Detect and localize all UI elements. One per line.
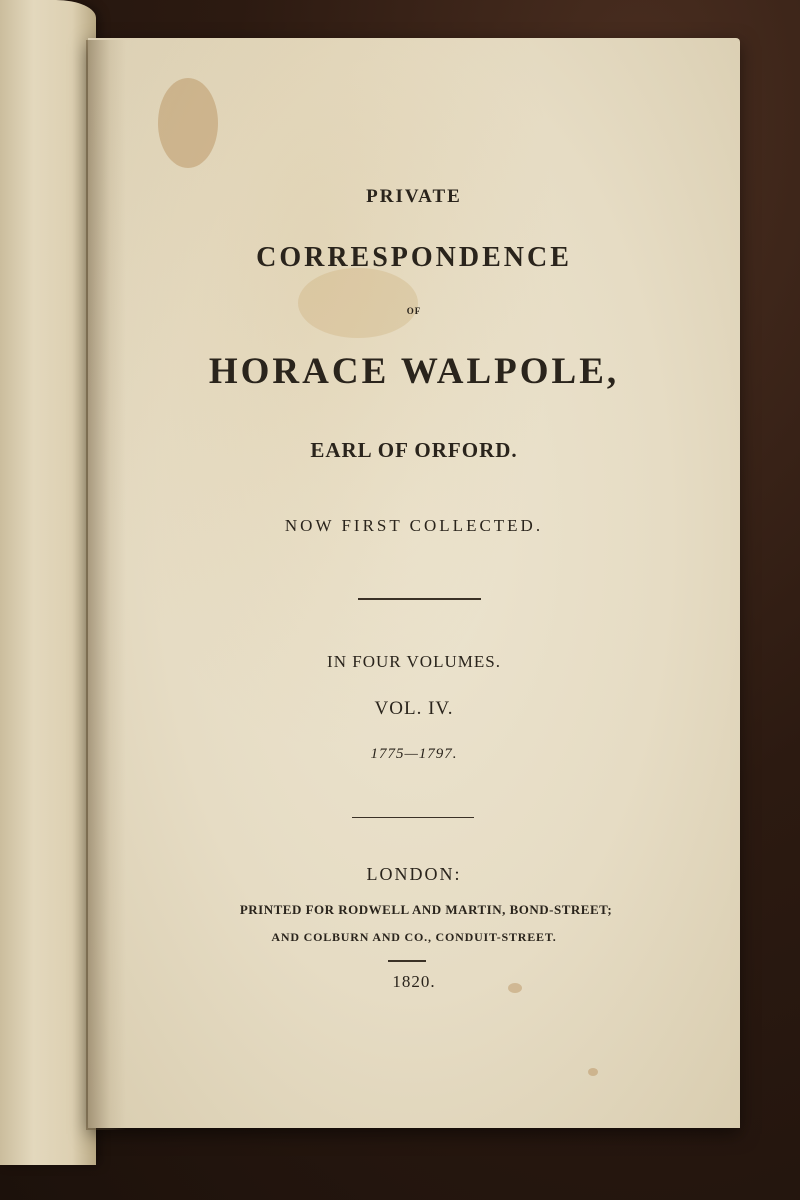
foxing-stain — [588, 1068, 598, 1076]
collection-note: NOW FIRST COLLECTED. — [284, 516, 544, 535]
title-correspondence: CORRESPONDENCE — [256, 242, 572, 273]
imprint-city: LONDON: — [366, 864, 462, 884]
divider-rule — [352, 817, 474, 818]
title-of: OF — [406, 306, 422, 316]
date-range: 1775—1797. — [370, 746, 458, 762]
title-private: PRIVATE — [366, 186, 462, 207]
imprint-publisher: AND COLBURN AND CO., CONDUIT-STREET. — [271, 930, 557, 944]
author-name: HORACE WALPOLE, — [208, 351, 620, 392]
imprint-printer: PRINTED FOR RODWELL AND MARTIN, BOND-STREET; — [239, 902, 613, 917]
divider-rule — [358, 598, 481, 600]
foxing-stain — [298, 268, 418, 338]
page-gutter-shadow — [86, 40, 126, 1130]
volume-number: VOL. IV. — [374, 698, 454, 719]
foxing-stain — [158, 78, 218, 168]
author-title: EARL OF ORFORD. — [310, 438, 518, 462]
left-page-edge — [0, 0, 96, 1165]
title-page — [88, 38, 740, 1128]
divider-rule — [388, 960, 426, 962]
imprint-year: 1820. — [392, 972, 436, 991]
volumes-count: IN FOUR VOLUMES. — [327, 652, 501, 671]
